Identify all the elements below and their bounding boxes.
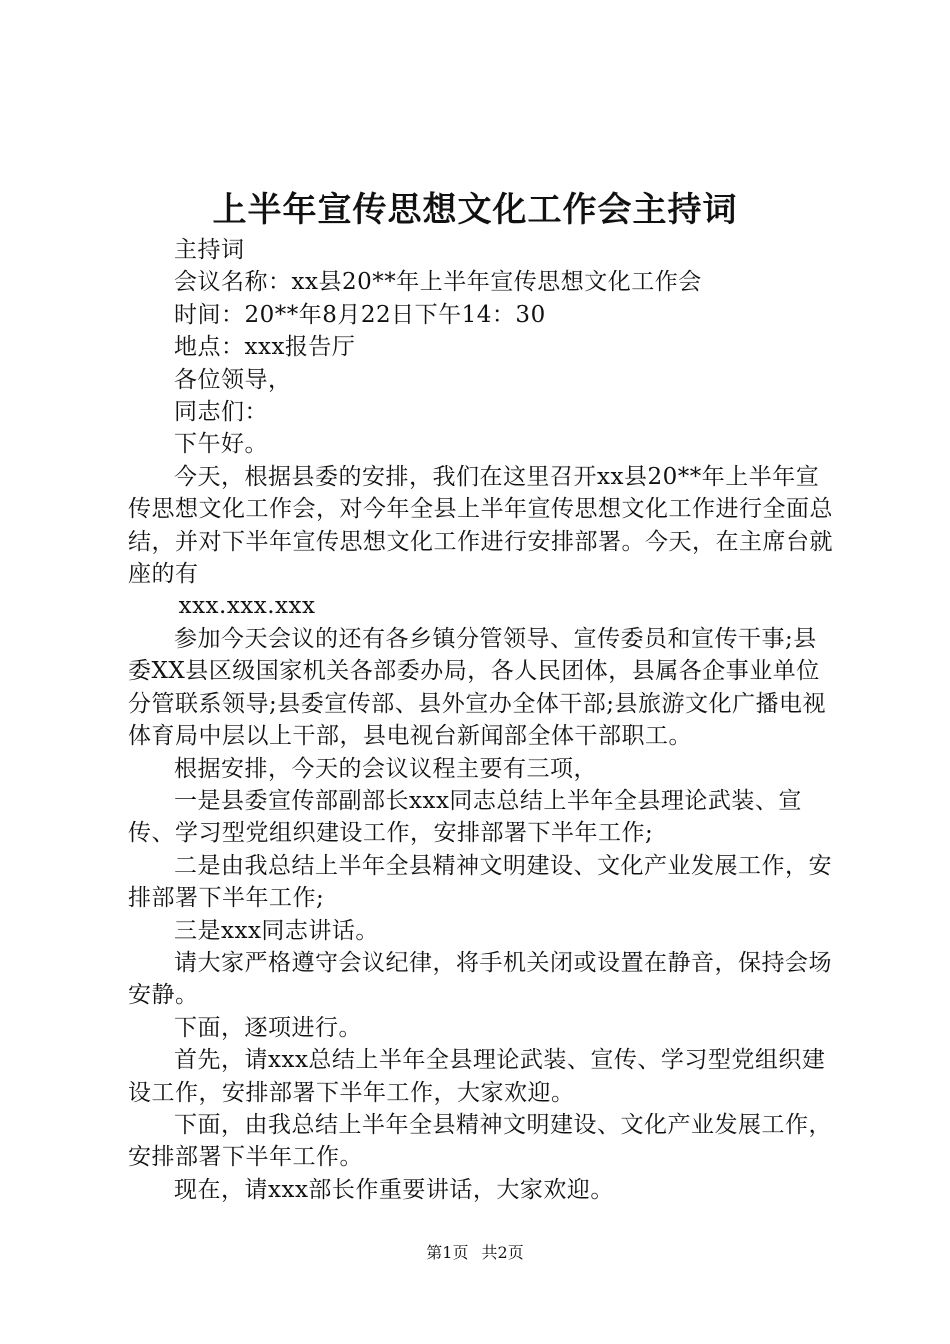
page-total: 共2页 [481,1243,524,1262]
paragraph: 首先，请xxx总结上半年全县理论武装、宣传、学习型党组织建设工作，安排部署下半年工作，大家欢迎。 [128,1047,826,1106]
paragraph: 今天，根据县委的安排，我们在这里召开xx县20**年上半年宣传思想文化工作会，对今年全县上半年宣传思想文化工作进行全面总结，并对下半年宣传思想文化工作进行安排部署。今天，在主席台就座的有 [128,463,833,588]
paragraph: 三是xxx同志讲话。 [174,917,379,944]
paragraph: 一是县委宣传部副部长xxx同志总结上半年全县理论武装、宣传、学习型党组织建设工作，安排部署下半年工作; [128,787,802,847]
paragraph: 下面，逐项进行。 [174,1014,362,1041]
paragraph: 参加今天会议的还有各乡镇分管领导、宣传委员和宣传干事;县委XX县区级国家机关各部委办局，各人民团体，县属各企事业单位分管联系领导;县委宣传部、县外宣办全体干部;县旅游文化广播电视体育局中层以上干部，县电视台新闻部全体干部职工。 [128,625,826,750]
paragraph: 会议名称：xx县20**年上半年宣传思想文化工作会 [174,269,702,296]
paragraph: 根据安排，今天的会议议程主要有三项， [174,755,597,782]
paragraph: 请大家严格遵守会议纪律，将手机关闭或设置在静音，保持会场安静。 [128,949,832,1009]
paragraph: 时间：20**年8月22日下午14：30 [174,301,546,328]
paragraph: 下面，由我总结上半年全县精神文明建设、文化产业发展工作，安排部署下半年工作。 [128,1111,832,1171]
paragraph: 下午好。 [174,431,268,458]
paragraph: 二是由我总结上半年全县精神文明建设、文化产业发展工作，安排部署下半年工作; [128,852,832,912]
paragraph: 地点：xxx报告厅 [174,334,356,361]
paragraph: 各位领导， [174,366,292,393]
document-title: 上半年宣传思想文化工作会主持词 [212,190,738,230]
paragraph: xxx.xxx.xxx [178,593,316,620]
paragraph: 现在，请xxx部长作重要讲话，大家欢迎。 [174,1176,614,1203]
page-footer [0,1241,950,1265]
paragraph: 主持词 [174,237,245,263]
document-body [128,234,840,1206]
paragraph: 同志们： [174,399,268,426]
page-number: 第1页 [426,1243,469,1262]
